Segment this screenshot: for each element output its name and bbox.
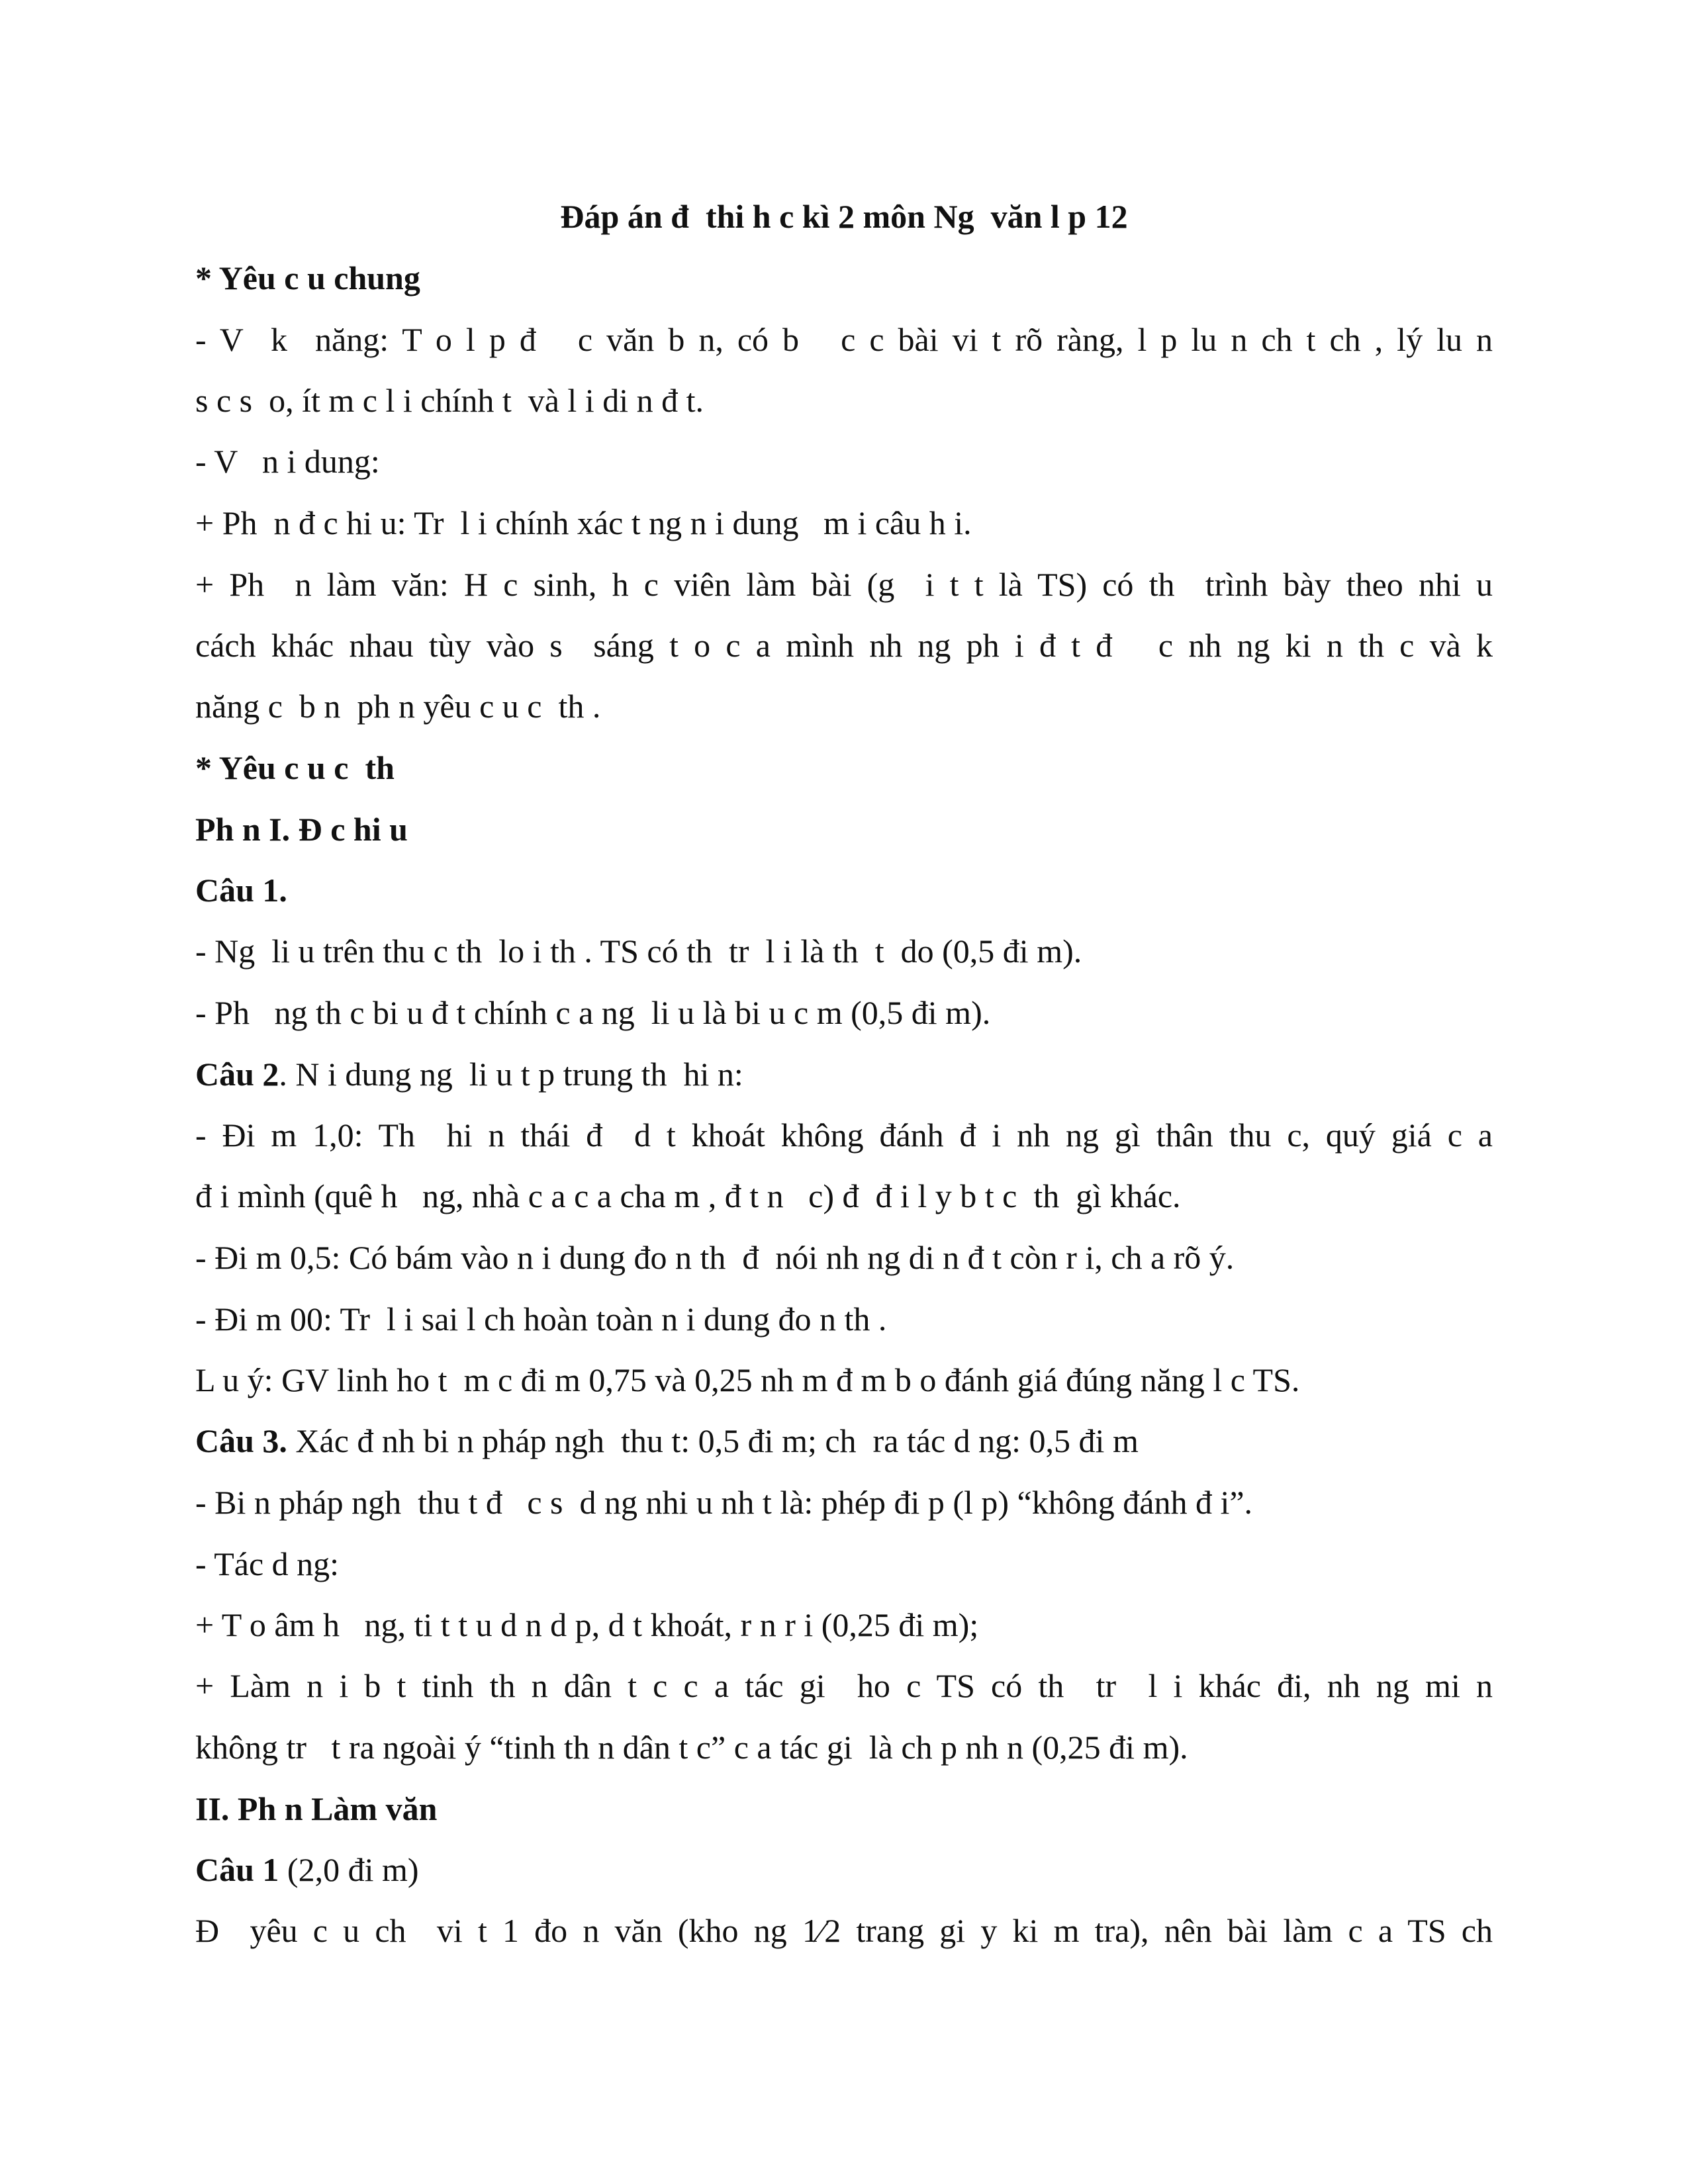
- paragraph-line: + Làm n i b t tinh th n dân t c c a tác gi ho c TS có th tr l i khác đi, nh ng mi n: [195, 1667, 1493, 1704]
- paragraph-line: - Đi m 1,0: Th hi n thái đ d t khoát không đánh đ i nh ng gì thân thu c, quý giá c a: [195, 1116, 1493, 1154]
- paragraph-line: [195, 1051, 1493, 1097]
- paragraph-line: năng c b n ph n yêu c u c th .: [195, 688, 601, 725]
- section-heading: * Yêu c u chung: [195, 259, 420, 296]
- paragraph-line: - Tác d ng:: [195, 1545, 340, 1582]
- paragraph-line: + Ph n làm văn: H c sinh, h c viên làm bài (g i t t là TS) có th trình bày theo nhi u: [195, 566, 1493, 603]
- paragraph-line: + Ph n đ c hi u: Tr l i chính xác t ng n i dung m i câu h i.: [195, 504, 972, 541]
- document-title: Đáp án đ thi h c kì 2 môn Ng văn l p 12: [560, 198, 1128, 235]
- paragraph-line: [195, 1846, 1493, 1893]
- paragraph-line: - Ng li u trên thu c th lo i th . TS có th tr l i là th t do (0,5 đi m).: [195, 933, 1082, 970]
- part-heading: Ph n I. Đ c hi u: [195, 811, 408, 848]
- paragraph-line: đ i mình (quê h ng, nhà c a c a cha m , đ t n c) đ đ i l y b t c th gì khác.: [195, 1177, 1181, 1214]
- paragraph-line: + T o âm h ng, ti t t u d n d p, d t khoát, r n r i (0,25 đi m);: [195, 1606, 979, 1643]
- paragraph-line: [195, 1418, 1493, 1464]
- question-text: (2,0 đi m): [279, 1851, 419, 1888]
- question-label: Câu 2: [195, 1056, 279, 1093]
- paragraph-line: cách khác nhau tùy vào s sáng t o c a mình nh ng ph i đ t đ c nh ng ki n th c và k: [195, 627, 1493, 664]
- question-label: Câu 3.: [195, 1422, 287, 1459]
- paragraph-line: L u ý: GV linh ho t m c đi m 0,75 và 0,25 nh m đ m b o đánh giá đúng năng l c TS.: [195, 1361, 1300, 1398]
- paragraph-line: không tr t ra ngoài ý “tinh th n dân t c” c a tác gi là ch p nh n (0,25 đi m).: [195, 1729, 1188, 1766]
- paragraph-line: - V n i dung:: [195, 443, 380, 480]
- paragraph-line: - Bi n pháp ngh thu t đ c s d ng nhi u nh t là: phép đi p (l p) “không đánh đ i”.: [195, 1484, 1253, 1521]
- question-label: Câu 1: [195, 1851, 279, 1888]
- question-text: . N i dung ng li u t p trung th hi n:: [279, 1056, 743, 1093]
- paragraph-line: - Đi m 0,5: Có bám vào n i dung đo n th đ nói nh ng di n đ t còn r i, ch a rõ ý.: [195, 1239, 1235, 1276]
- question-text: Xác đ nh bi n pháp ngh thu t: 0,5 đi m; ch ra tác d ng: 0,5 đi m: [287, 1422, 1139, 1459]
- paragraph-line: - V k năng: T o l p đ c văn b n, có b c c bài vi t rõ ràng, l p lu n ch t ch , lý lu n: [195, 321, 1493, 358]
- paragraph-line: - Đi m 00: Tr l i sai l ch hoàn toàn n i dung đo n th .: [195, 1300, 887, 1338]
- question-heading: Câu 1.: [195, 872, 287, 909]
- part-heading: II. Ph n Làm văn: [195, 1790, 438, 1827]
- paragraph-line: s c s o, ít m c l i chính t và l i di n đ t.: [195, 382, 704, 419]
- section-heading: * Yêu c u c th: [195, 749, 395, 786]
- paragraph-line: - Ph ng th c bi u đ t chính c a ng li u là bi u c m (0,5 đi m).: [195, 994, 991, 1031]
- paragraph-line: Đ yêu c u ch vi t 1 đo n văn (kho ng 1⁄2 trang gi y ki m tra), nên bài làm c a TS ch: [195, 1912, 1493, 1949]
